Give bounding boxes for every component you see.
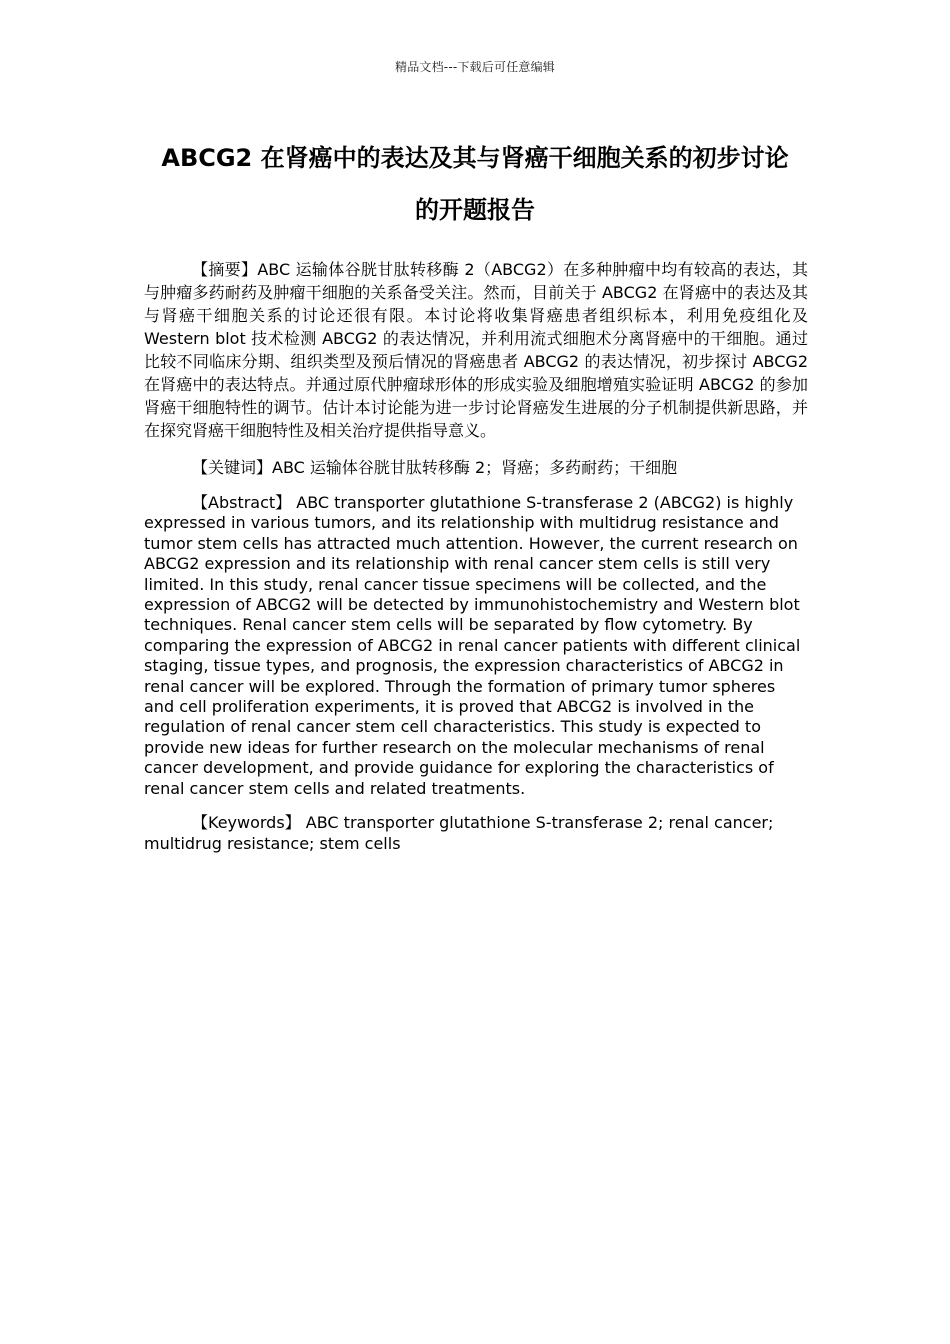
- keywords-cn-text: ABC 运输体谷胱甘肽转移酶 2；肾癌；多药耐药；干细胞: [272, 458, 678, 477]
- keywords-cn-label: 【关键词】: [192, 458, 273, 477]
- keywords-en-paragraph: [144, 813, 808, 854]
- title-line-2: 的开题报告: [415, 196, 535, 224]
- document-title: [120, 132, 830, 236]
- document-body: [144, 258, 808, 868]
- abstract-cn-paragraph: [144, 258, 808, 442]
- title-line-1: ABCG2 在肾癌中的表达及其与肾癌干细胞关系的初步讨论: [161, 144, 789, 172]
- abstract-cn-text: ABC 运输体谷胱甘肽转移酶 2（ABCG2）在多种肿瘤中均有较高的表达，其与肿瘤多药耐药及肿瘤干细胞的关系备受关注。然而，目前关于 ABCG2 在肾癌中的表达及其与肾癌干细胞关系的讨论还很有限。本讨论将收集肾癌患者组织标本，利用免疫组化及 Western blot 技术检测 ABCG2 的表达情况，并利用流式细胞术分离肾癌中的干细胞。通过比较不同临床分期、组织类型及预后情况的肾癌患者 ABCG2 的表达情况，初步探讨 ABCG2 在肾癌中的表达特点。并通过原代肿瘤球形体的形成实验及细胞增殖实验证明 ABCG2 的参加肾癌干细胞特性的调节。估计本讨论能为进一步讨论肾癌发生进展的分子机制提供新思路，并在探究肾癌干细胞特性及相关治疗提供指导意义。: [144, 260, 808, 440]
- keywords-cn-paragraph: [144, 456, 808, 479]
- abstract-en-label: 【Abstract】: [192, 493, 292, 512]
- keywords-en-text: ABC transporter glutathione S-transferase 2; renal cancer; multidrug resistance; stem cells: [144, 813, 774, 853]
- header-note: 精品文档---下载后可任意编辑: [395, 60, 555, 74]
- keywords-en-label: 【Keywords】: [192, 813, 301, 833]
- abstract-cn-label: 【摘要】: [192, 260, 258, 279]
- abstract-en-paragraph: [144, 493, 808, 799]
- abstract-en-text: ABC transporter glutathione S-transferase 2 (ABCG2) is highly expressed in various tumors, and its relationship with multidrug resistance and tumor stem cells has attracted much attention. However, the current research on ABCG2 expression and its relationship with renal cancer stem cells is still very limited. In this study, renal cancer tissue specimens will be collected, and the expression of ABCG2 will be detected by immunohistochemistry and Western blot techniques. Renal cancer stem cells will be separated by flow cytometry. By comparing the expression of ABCG2 in renal cancer patients with different clinical staging, tissue types, and prognosis, the expression characteristics of ABCG2 in renal cancer will be explored. Through the formation of primary tumor spheres and cell proliferation experiments, it is proved that ABCG2 is involved in the regulation of renal cancer stem cell characteristics. This study is expected to provide new ideas for further research on the molecular mechanisms of renal cancer development, and provide guidance for exploring the characteristics of renal cancer stem cells and related treatments.: [144, 493, 801, 798]
